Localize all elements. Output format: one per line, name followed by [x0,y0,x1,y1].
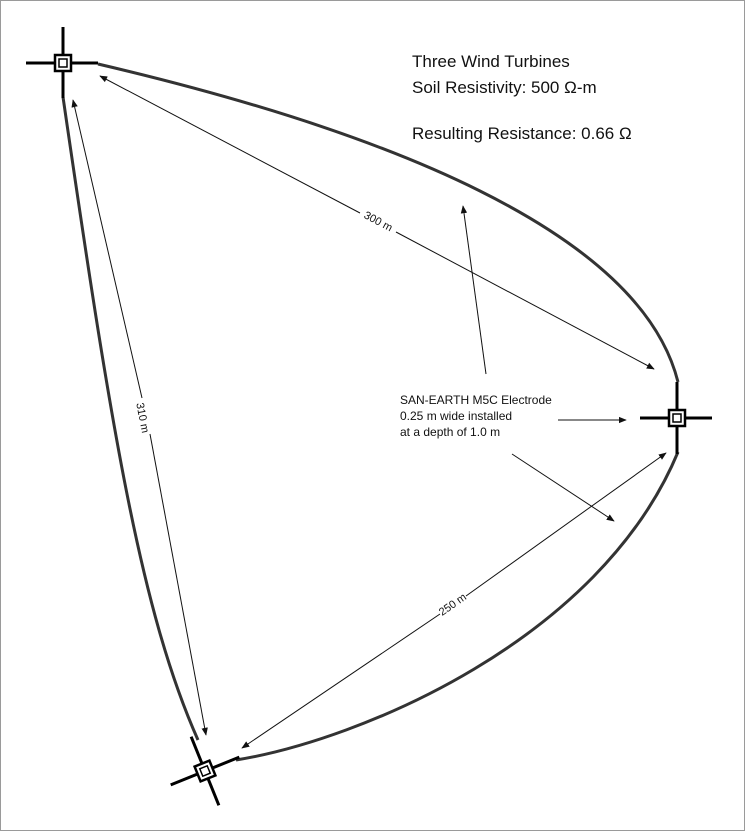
electrode-callout-arrows [463,206,626,521]
electrode-note-line3: at a depth of 1.0 m [400,425,501,439]
electrode-loop [63,64,678,760]
dimension-label-310: 310 m [133,401,151,435]
dimension-label-300: 300 m [361,209,395,235]
electrode-note-line2: 0.25 m wide installed [400,409,513,423]
dimension-label-250: 250 m [436,591,469,619]
resulting-resistance-label: Resulting Resistance: 0.66 Ω [412,124,632,143]
diagram-title: Three Wind Turbines [412,52,570,71]
turbine-marker-bottom-left [157,723,253,819]
turbine-marker-top-left [26,27,98,98]
electrode-segment-left [63,97,198,740]
turbine-marker-right [640,382,712,454]
soil-resistivity-label: Soil Resistivity: 500 Ω-m [412,78,597,97]
electrode-note-line1: SAN-EARTH M5C Electrode [400,393,552,407]
